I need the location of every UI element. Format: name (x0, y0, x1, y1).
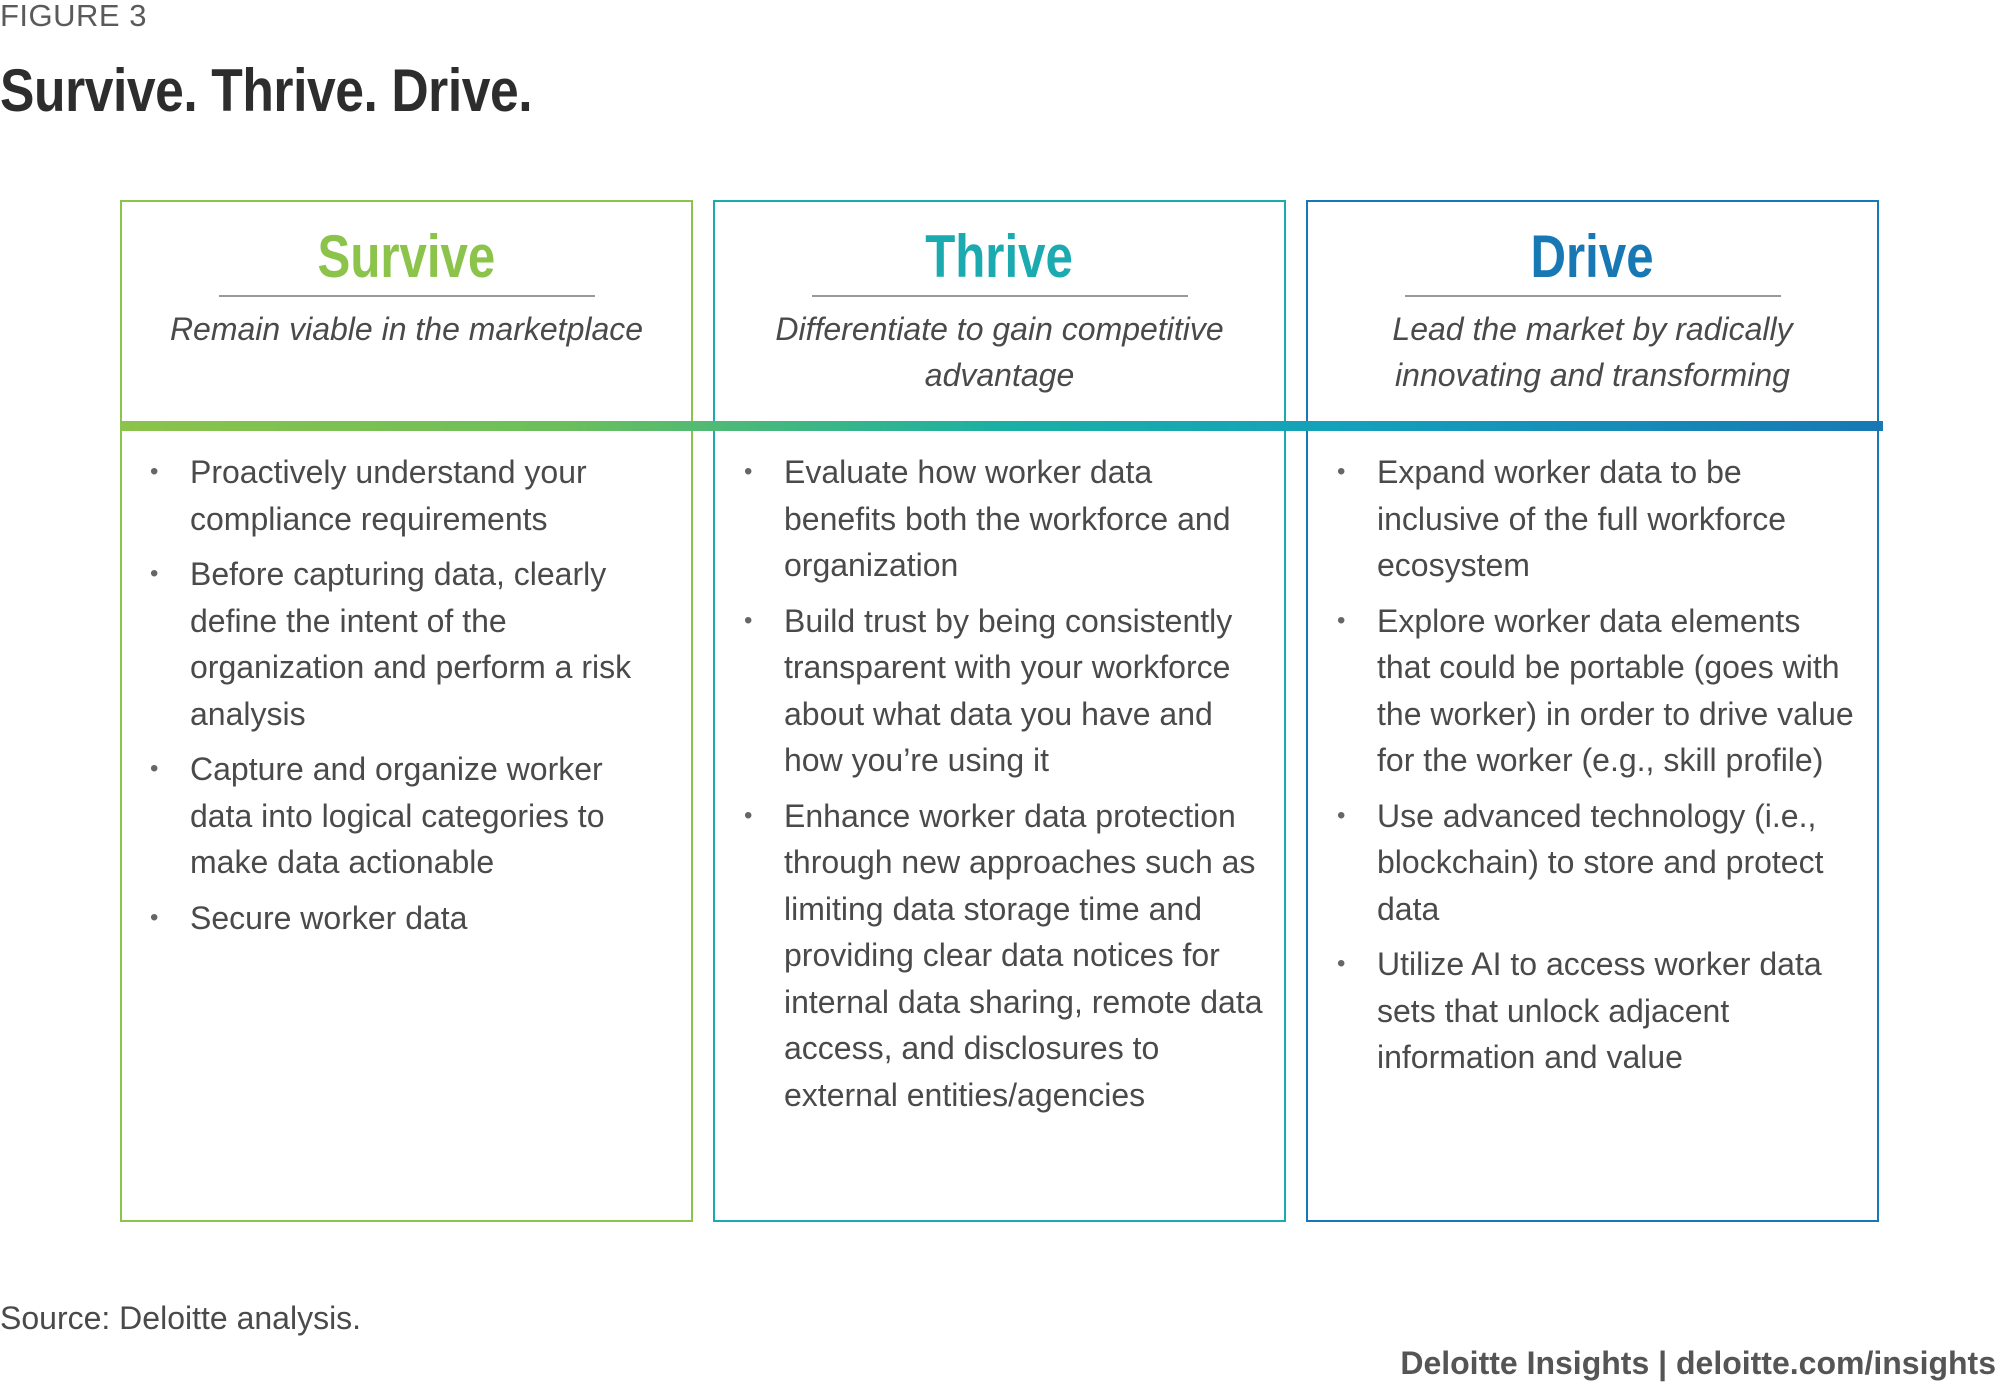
panel-subtitle-thrive: Differentiate to gain competitive advantage (775, 311, 1224, 393)
list-item: • Proactively understand your compliance requirements (150, 449, 670, 542)
bullet-list-survive (150, 449, 670, 950)
gradient-divider-bar (120, 421, 1883, 431)
publisher-credit: Deloitte Insights | deloitte.com/insights (1400, 1345, 1996, 1381)
list-item: • Explore worker data elements that could be portable (goes with the worker) in order to drive value for the worker (e.g., skill profile) (1337, 598, 1862, 784)
panel-title-thrive: Thrive (925, 223, 1074, 290)
bullet-list-thrive (744, 449, 1269, 1127)
list-item: • Enhance worker data protection through new approaches such as limiting data storage time and providing clear data notices for internal data sharing, remote data access, and disclosures to external entities/agencies (744, 793, 1269, 1119)
bullet-icon: • (1337, 801, 1346, 829)
title-divider (219, 295, 595, 297)
figure-title: Survive. Thrive. Drive. (0, 57, 533, 124)
bullet-list-drive (1337, 449, 1862, 1090)
bullet-icon: • (1337, 458, 1346, 485)
figure-label: FIGURE 3 (0, 0, 147, 33)
source-note: Source: Deloitte analysis. (0, 1300, 362, 1336)
list-item: • Capture and organize worker data into logical categories to make data actionable (150, 746, 670, 886)
list-item: • Secure worker data (150, 895, 670, 942)
list-item: • Use advanced technology (i.e., blockchain) to store and protect data (1337, 793, 1862, 933)
bullet-icon: • (1337, 950, 1346, 977)
bullet-icon: • (744, 458, 753, 485)
bullet-icon: • (744, 606, 753, 634)
title-divider (1405, 295, 1781, 297)
list-item: • Expand worker data to be inclusive of the full workforce ecosystem (1337, 449, 1862, 589)
bullet-icon: • (150, 755, 159, 782)
list-item: • Evaluate how worker data benefits both the workforce and organization (744, 449, 1269, 589)
list-item: • Before capturing data, clearly define the intent of the organization and perform a risk analysis (150, 551, 670, 737)
panel-title-survive: Survive (317, 223, 496, 290)
panel-subtitle-survive: Remain viable in the marketplace (169, 311, 644, 347)
title-divider (812, 295, 1188, 297)
bullet-icon: • (150, 458, 159, 485)
bullet-icon: • (150, 903, 159, 931)
bullet-icon: • (744, 801, 753, 829)
list-item: • Build trust by being consistently transparent with your workforce about what data you have and how you’re using it (744, 598, 1269, 784)
bullet-icon: • (150, 560, 159, 587)
list-item: • Utilize AI to access worker data sets that unlock adjacent information and value (1337, 941, 1862, 1081)
panel-title-drive: Drive (1530, 223, 1655, 290)
bullet-icon: • (1337, 606, 1346, 634)
panel-subtitle-drive: Lead the market by radically innovating and transforming (1392, 311, 1793, 393)
